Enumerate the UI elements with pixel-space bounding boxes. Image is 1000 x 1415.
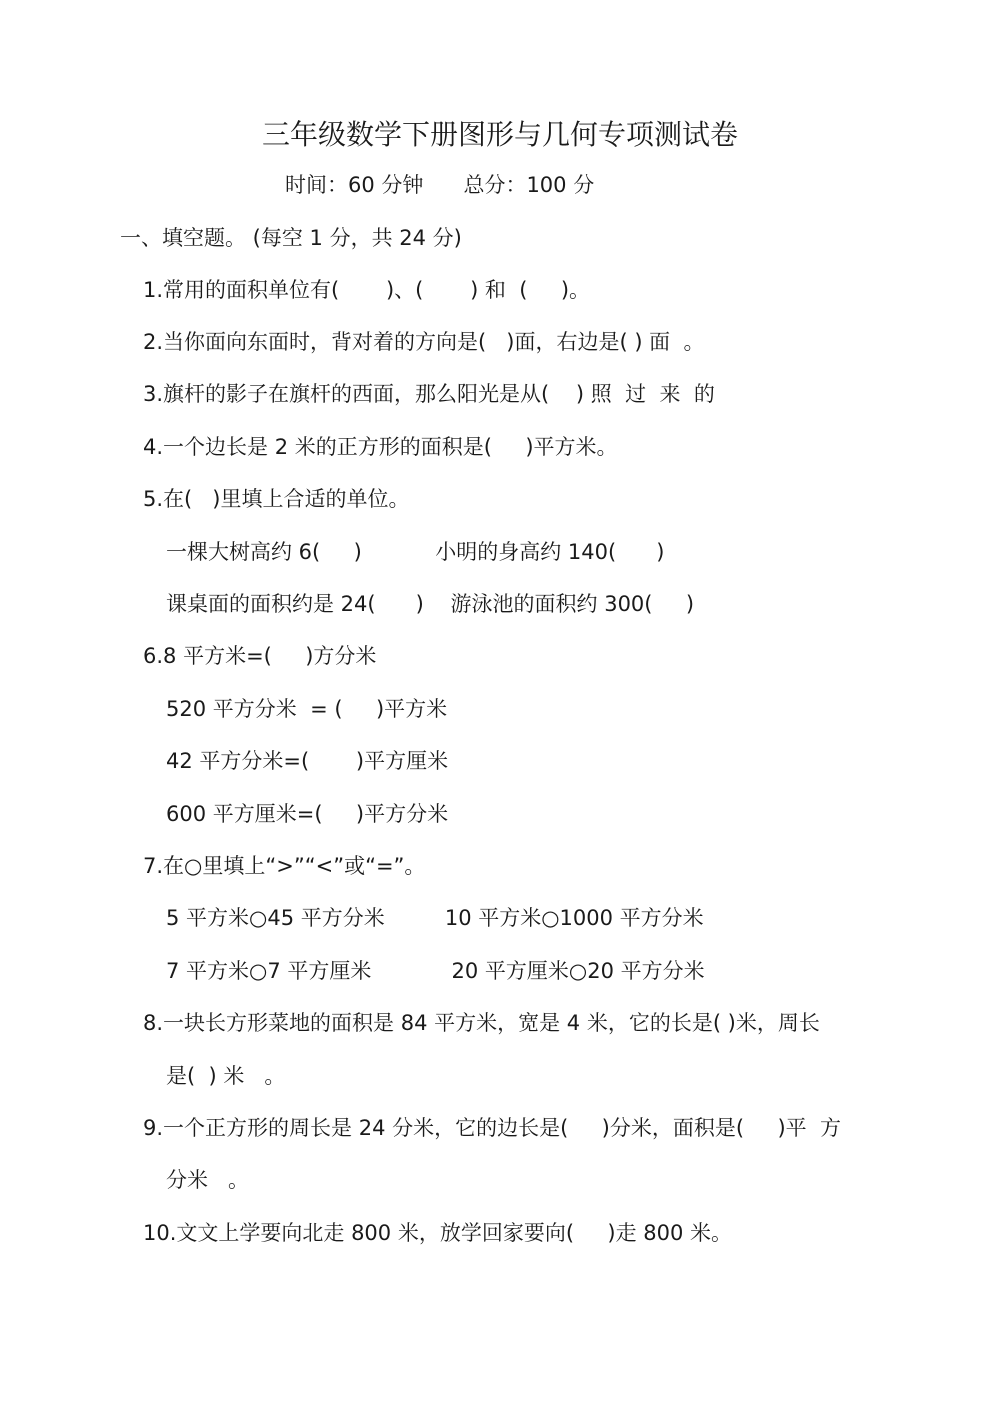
question-5-line-2: 课桌面的面积约是 24( ) 游泳池的面积约 300( ) [166, 592, 695, 616]
question-5-line-1: 一棵大树高约 6( ) 小明的身高约 140( ) [166, 540, 665, 564]
question-10: 10.文文上学要向北走 800 米，放学回家要向( )走 800 米。 [143, 1221, 733, 1245]
page-title: 三年级数学下册图形与几何专项测试卷 [261, 118, 738, 151]
question-6-line-1: 520 平方分米 = ( )平方米 [166, 697, 448, 721]
question-7-line-1: 5 平方米○45 平方分米 10 平方米○1000 平方分米 [166, 906, 704, 930]
question-4: 4.一个边长是 2 米的正方形的面积是( )平方米。 [143, 435, 618, 459]
section-heading: 一、填空题。 (每空 1 分，共 24 分) [120, 226, 462, 250]
question-3: 3.旗杆的影子在旗杆的西面，那么阳光是从( ) 照 过 来 的 [143, 382, 715, 406]
time-and-score: 时间：60 分钟 总分：100 分 [285, 173, 595, 197]
question-5: 5.在( )里填上合适的单位。 [143, 487, 410, 511]
question-8-line-2: 是( ) 米 。 [166, 1064, 286, 1088]
question-9-line-1: 9.一个正方形的周长是 24 分米，它的边长是( )分米，面积是( )平 方 [143, 1116, 841, 1140]
question-1: 1.常用的面积单位有( )、( ) 和 ( )。 [143, 278, 591, 302]
question-8-line-1: 8.一块长方形菜地的面积是 84 平方米，宽是 4 米，它的长是( )米，周长 [143, 1011, 820, 1035]
question-6: 6.8 平方米=( )方分米 [143, 644, 377, 668]
question-6-line-3: 600 平方厘米=( )平方分米 [166, 802, 449, 826]
question-6-line-2: 42 平方分米=( )平方厘米 [166, 749, 449, 773]
question-9-line-2: 分米 。 [166, 1168, 250, 1192]
question-7-line-2: 7 平方米○7 平方厘米 20 平方厘米○20 平方分米 [166, 959, 705, 983]
question-7: 7.在○里填上“>”“<”或“=”。 [143, 854, 426, 878]
question-2: 2.当你面向东面时，背对着的方向是( )面，右边是( ) 面 。 [143, 330, 705, 354]
